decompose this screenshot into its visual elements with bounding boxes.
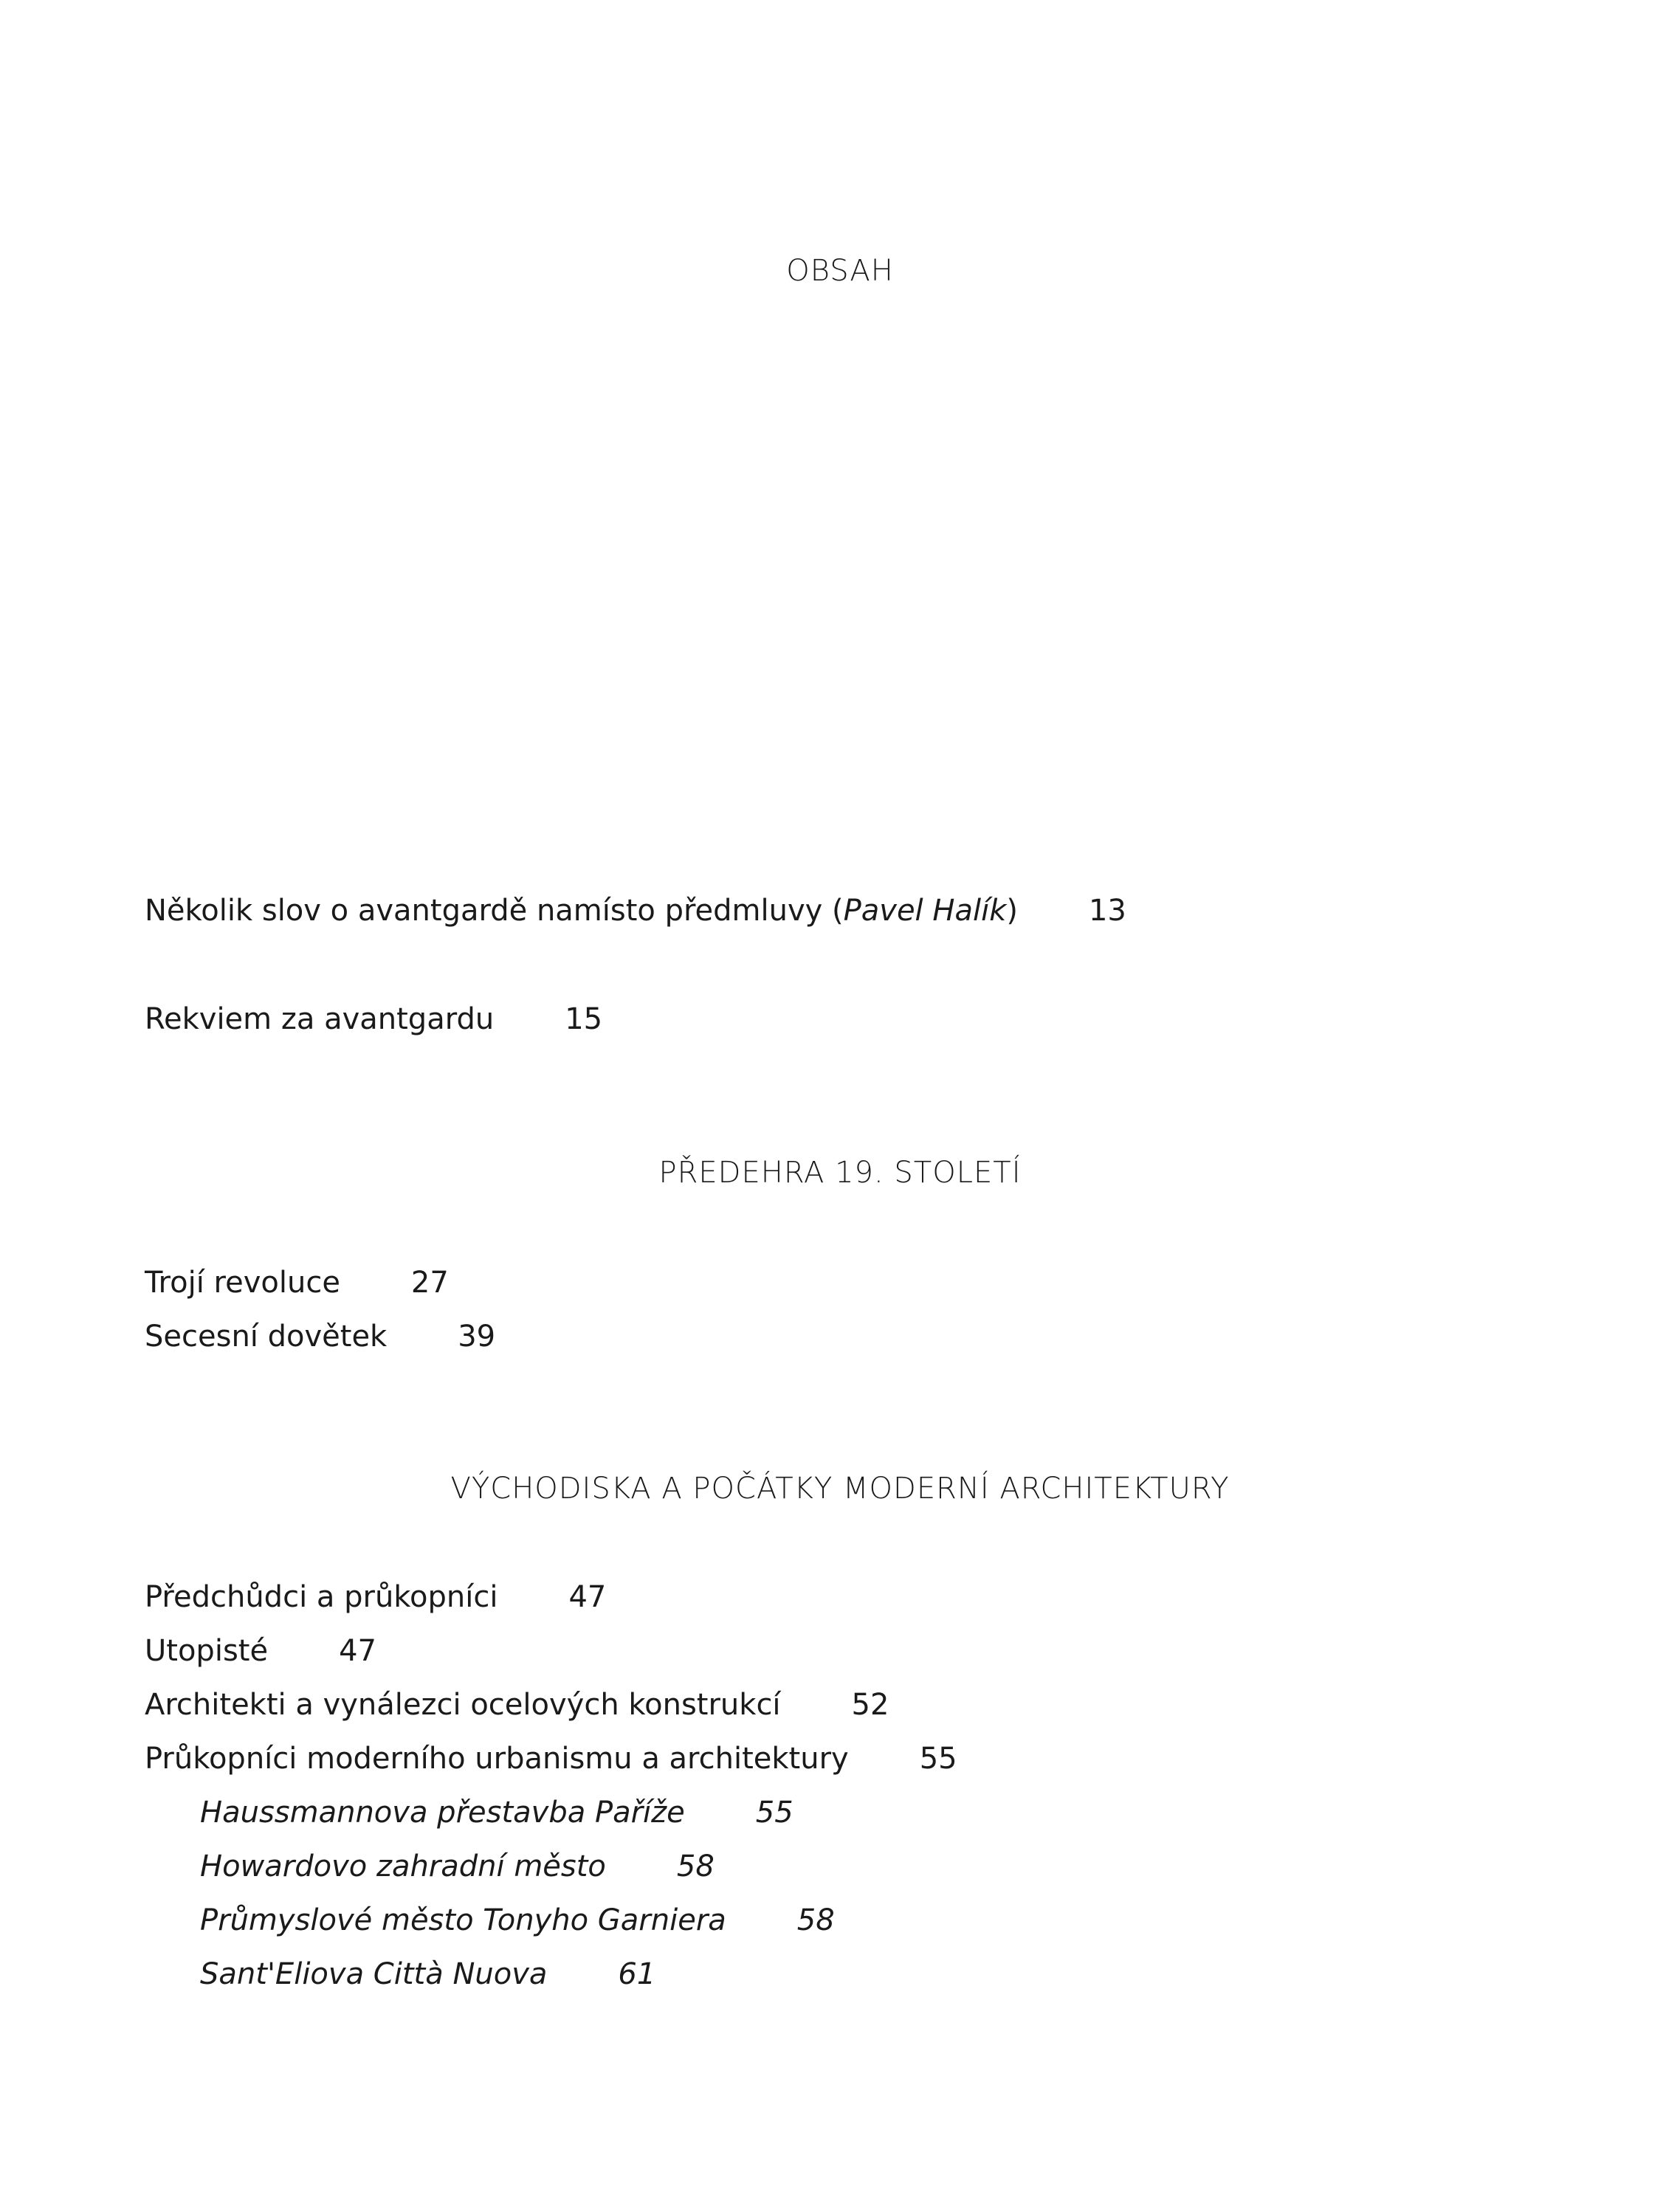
- toc-subentry-page: 58: [796, 1903, 835, 1937]
- toc-entry-title: Rekviem za avantgardu: [145, 1002, 495, 1036]
- toc-entry: [145, 1741, 957, 1776]
- toc-subentry: [200, 1849, 715, 1884]
- toc-entry-page: 27: [410, 1266, 449, 1300]
- toc-entry-title: Trojí revoluce: [145, 1266, 340, 1300]
- toc-entry-title: Utopisté: [145, 1634, 269, 1668]
- section-heading: VÝCHODISKA A POČÁTKY MODERNÍ ARCHITEKTURY: [450, 1472, 1230, 1506]
- toc-entry-title: Secesní dovětek: [145, 1320, 388, 1354]
- toc-entry-title: Průkopníci moderního urbanismu a architektury: [145, 1742, 849, 1776]
- toc-subentry: [200, 1957, 655, 1992]
- toc-subentry: [200, 1903, 835, 1938]
- page-title: OBSAH: [786, 254, 894, 288]
- toc-subentry-title: Howardovo zahradní město: [200, 1850, 606, 1883]
- toc-subentry-title: Sant'Eliova Città Nuova: [200, 1957, 548, 1991]
- toc-entry-title: Několik slov o avantgardě namísto předmluvy (Pavel Halík): [145, 894, 1018, 928]
- toc-entry: [145, 1633, 376, 1669]
- toc-subentry: [200, 1795, 793, 1830]
- toc-subentry-page: 58: [676, 1850, 715, 1883]
- toc-entry: [145, 1002, 602, 1037]
- toc-entry-page: 13: [1088, 894, 1126, 928]
- toc-entry-page: 47: [568, 1580, 607, 1614]
- toc-subentry-page: 61: [618, 1957, 656, 1991]
- toc-entry-title: Předchůdci a průkopníci: [145, 1580, 498, 1614]
- toc-entry-page: 39: [458, 1320, 496, 1354]
- toc-entry-page: 15: [565, 1002, 603, 1036]
- toc-entry: [145, 893, 1126, 928]
- toc-entry: [145, 1687, 889, 1723]
- toc-entry: [145, 1319, 495, 1354]
- toc-entry: [145, 1579, 606, 1615]
- toc-entry-page: 47: [339, 1634, 376, 1668]
- toc-entry-page: 52: [851, 1688, 889, 1722]
- toc-entry: [145, 1265, 449, 1300]
- toc-subentry-title: Průmyslové město Tonyho Garniera: [200, 1903, 726, 1937]
- toc-subentry-title: Haussmannova přestavba Paříže: [200, 1796, 685, 1830]
- toc-subentry-page: 55: [755, 1796, 793, 1830]
- section-heading: PŘEDEHRA 19. STOLETÍ: [658, 1156, 1022, 1190]
- toc-entry-page: 55: [919, 1742, 957, 1776]
- toc-entry-title: Architekti a vynálezci ocelových konstrukcí: [145, 1688, 781, 1722]
